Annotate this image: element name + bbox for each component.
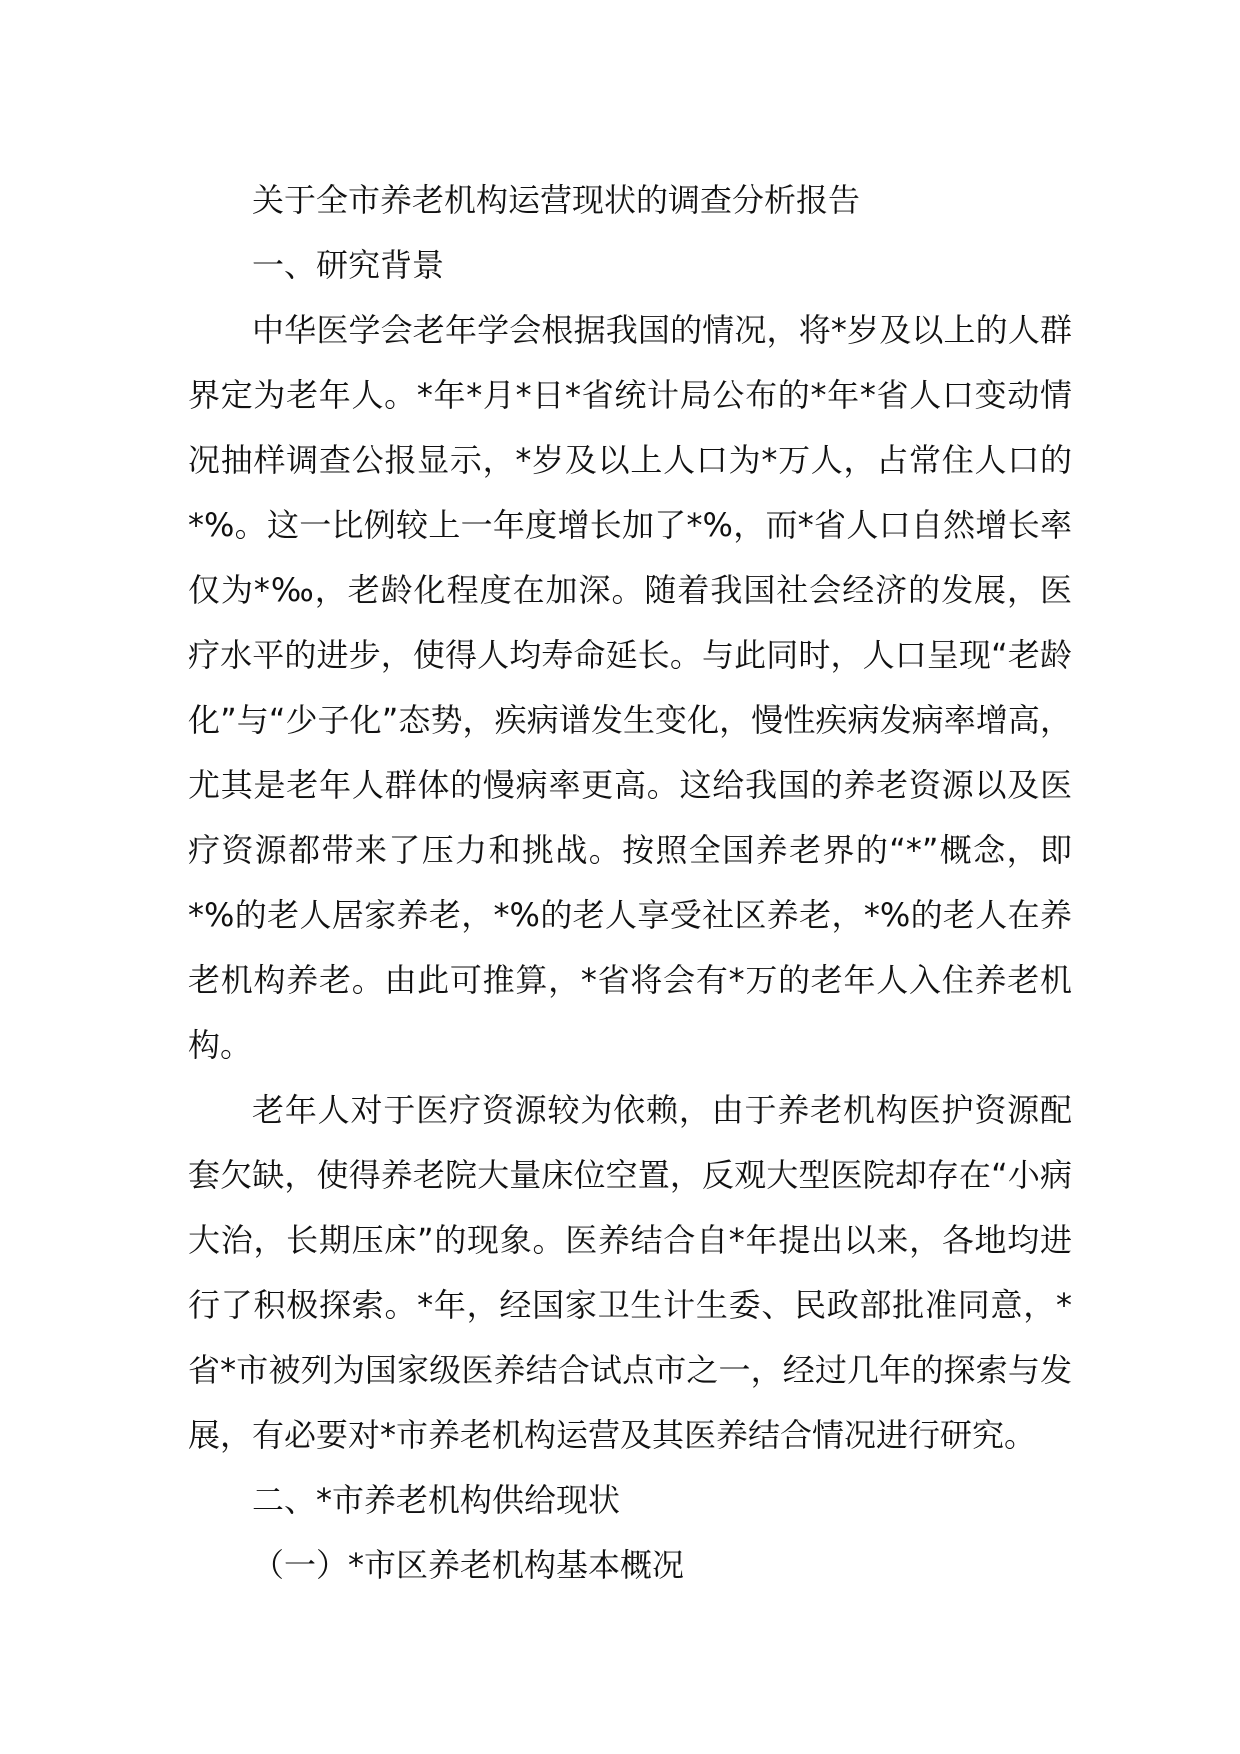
section-heading-background: 一、研究背景 — [252, 246, 445, 284]
document-page — [188, 168, 1072, 1598]
section-heading-supply: 二、*市养老机构供给现状 — [252, 1481, 621, 1519]
body-paragraph-2: 老年人对于医疗资源较为依赖，由于养老机构医护资源配套欠缺，使得养老院大量床位空置，反观大型医院却存在“小病大治，长期压床”的现象。医养结合自*年提出以来，各地均进行了积极探索。*年，经国家卫生计生委、民政部批准同意，*省*市被列为国家级医养结合试点市之一，经过几年的探索与发展，有必要对*市养老机构运营及其医养结合情况进行研究。 — [188, 1091, 1072, 1454]
subsection-heading-overview: （一）*市区养老机构基本概况 — [252, 1546, 685, 1584]
document-title: 关于全市养老机构运营现状的调查分析报告 — [252, 181, 861, 219]
body-paragraph-1: 中华医学会老年学会根据我国的情况，将*岁及以上的人群界定为老年人。*年*月*日*省统计局公布的*年*省人口变动情况抽样调查公报显示，*岁及以上人口为*万人，占常住人口的*%。这一比例较上一年度增长加了*%，而*省人口自然增长率仅为*‰，老龄化程度在加深。随着我国社会经济的发展，医疗水平的进步，使得人均寿命延长。与此同时，人口呈现“老龄化”与“少子化”态势，疾病谱发生变化，慢性疾病发病率增高，尤其是老年人群体的慢病率更高。这给我国的养老资源以及医疗资源都带来了压力和挑战。按照全国养老界的“*”概念，即*%的老人居家养老，*%的老人享受社区养老，*%的老人在养老机构养老。由此可推算，*省将会有*万的老年人入住养老机构。 — [188, 311, 1072, 1064]
